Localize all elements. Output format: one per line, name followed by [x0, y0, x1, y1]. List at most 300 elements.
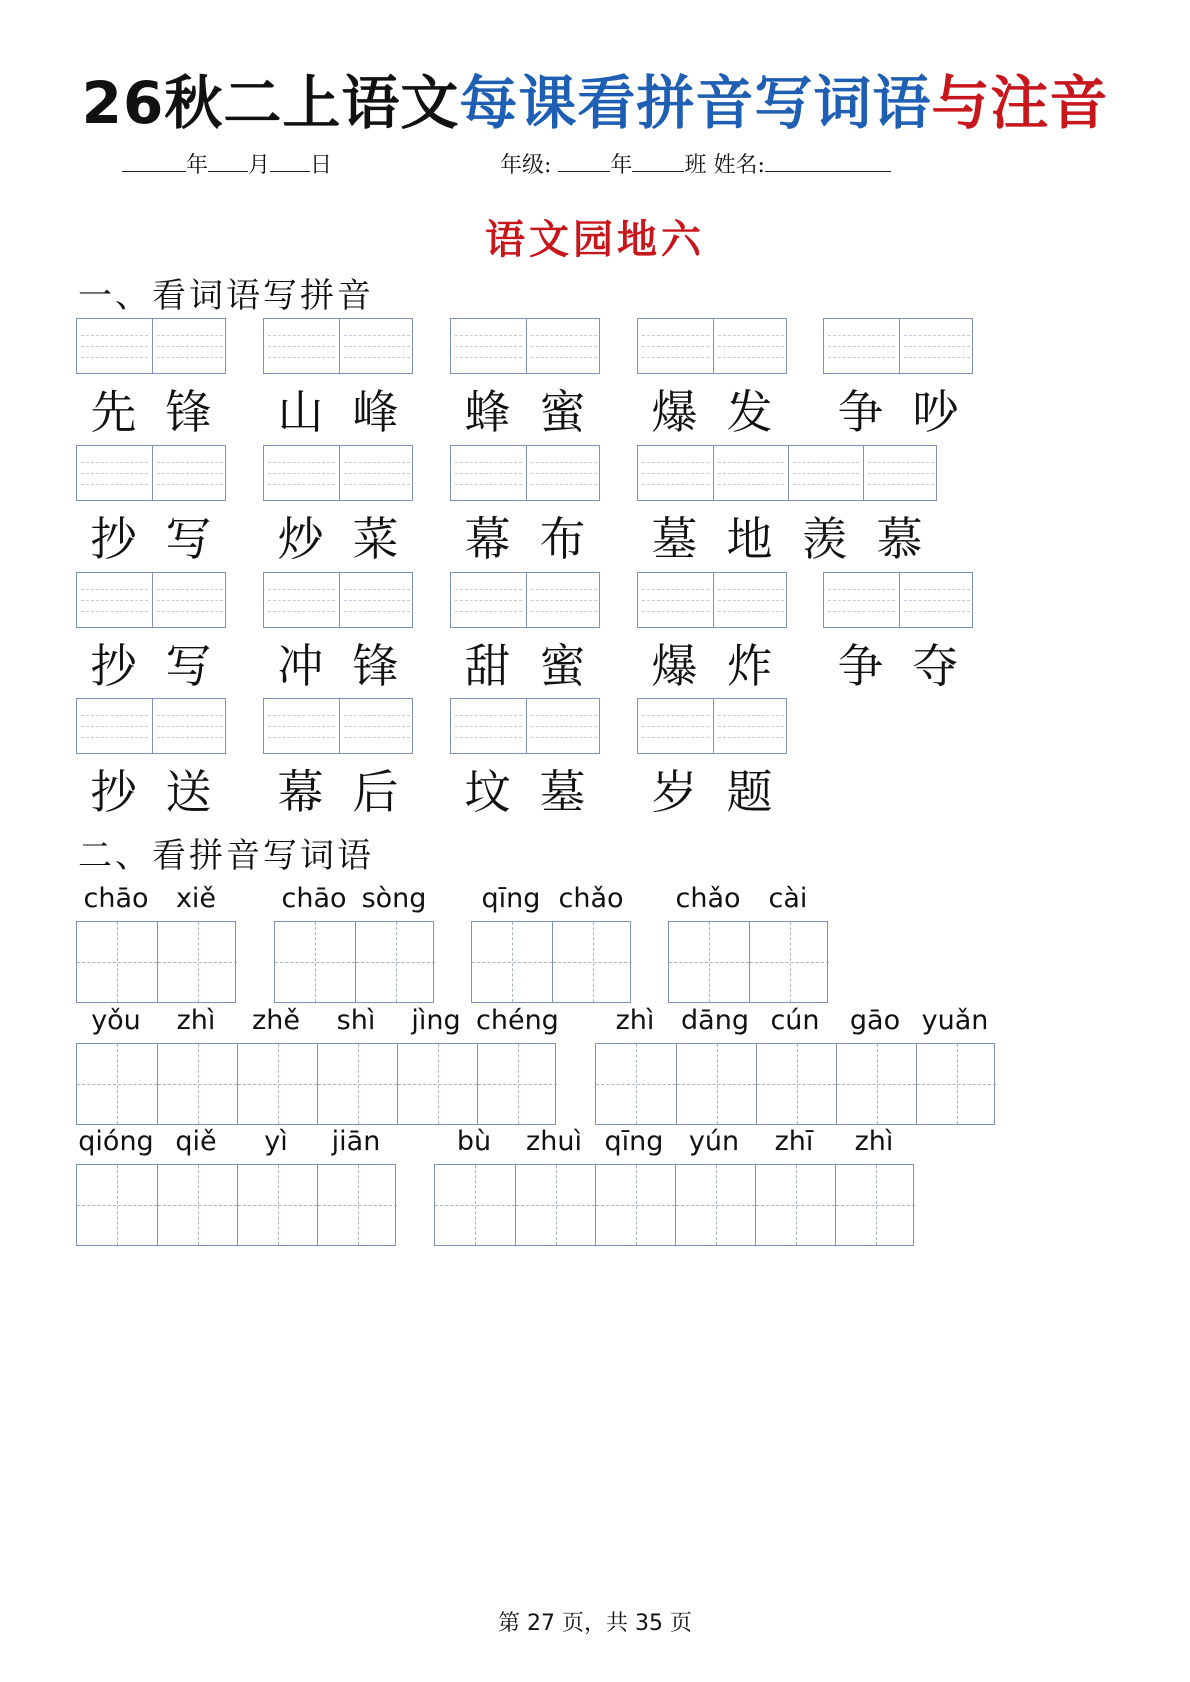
tianzige-grid[interactable]	[76, 1164, 396, 1246]
pinyin-cell[interactable]	[526, 319, 601, 373]
pinyin-answer-box[interactable]	[450, 698, 600, 754]
hanzi-character: 夺	[912, 639, 959, 693]
guide-line	[676, 1205, 755, 1206]
guide-line	[828, 335, 895, 336]
writing-cell[interactable]	[157, 1165, 237, 1245]
grade-label: 年级:	[500, 153, 552, 178]
hanzi-character: 墓	[539, 765, 586, 819]
pinyin-cell[interactable]	[824, 319, 899, 373]
guide-line	[344, 715, 410, 716]
guide-line	[455, 715, 522, 716]
hanzi-character: 写	[165, 512, 212, 566]
pinyin-syllable: cài	[768, 883, 808, 914]
guide-line	[157, 600, 223, 601]
tianzige-grid[interactable]	[274, 921, 434, 1003]
guide-line	[344, 611, 410, 612]
pinyin-cell[interactable]	[788, 446, 863, 500]
guide-line	[268, 335, 335, 336]
pinyin-syllable: dāng	[681, 1005, 749, 1036]
hanzi-character: 爆	[651, 639, 698, 693]
pinyin-cell[interactable]	[899, 573, 974, 627]
pinyin-syllable: zhì	[615, 1005, 655, 1036]
pinyin-cell[interactable]	[713, 446, 788, 500]
writing-cell[interactable]	[472, 922, 552, 1002]
title-part-2: 每课看拼音写词语	[459, 69, 932, 137]
guide-line	[344, 462, 410, 463]
guide-line	[455, 737, 522, 738]
pinyin-syllable: qīng	[481, 883, 541, 914]
guide-line	[596, 1084, 676, 1085]
pinyin-cell[interactable]	[264, 573, 339, 627]
pinyin-answer-box[interactable]	[823, 572, 973, 628]
guide-line	[238, 1084, 317, 1085]
writing-cell[interactable]	[836, 1044, 916, 1124]
hanzi-character: 蜜	[539, 385, 586, 439]
hanzi-character: 坟	[464, 765, 511, 819]
guide-line	[435, 1205, 515, 1206]
guide-line	[81, 357, 148, 358]
pinyin-syllable: chāo	[83, 883, 149, 914]
writing-cell[interactable]	[916, 1044, 996, 1124]
pinyin-cell[interactable]	[77, 573, 152, 627]
name-label: 姓名:	[713, 153, 765, 178]
name-blank[interactable]	[765, 151, 891, 172]
guide-line	[344, 726, 410, 727]
guide-line	[531, 357, 597, 358]
guide-line	[718, 357, 784, 358]
pinyin-syllable: yǒu	[91, 1005, 141, 1036]
pinyin-cell[interactable]	[264, 319, 339, 373]
guide-line	[718, 589, 784, 590]
hanzi-character: 幕	[464, 512, 511, 566]
section-2-title: 二、看拼音写词语	[78, 836, 374, 876]
guide-line	[718, 346, 784, 347]
writing-cell[interactable]	[157, 1044, 237, 1124]
guide-line	[455, 589, 522, 590]
guide-line	[718, 611, 784, 612]
guide-line	[157, 346, 223, 347]
hanzi-character: 布	[539, 512, 586, 566]
guide-line	[157, 462, 223, 463]
guide-line	[81, 346, 148, 347]
writing-cell[interactable]	[595, 1165, 675, 1245]
guide-line	[642, 715, 709, 716]
guide-line	[531, 726, 597, 727]
hanzi-character: 吵	[912, 385, 959, 439]
guide-line	[157, 589, 223, 590]
guide-line	[157, 737, 223, 738]
hanzi-character: 爆	[651, 385, 698, 439]
guide-line	[81, 589, 148, 590]
guide-line	[642, 611, 709, 612]
guide-line	[828, 600, 895, 601]
guide-line	[158, 962, 237, 963]
guide-line	[77, 1084, 157, 1085]
pinyin-cell[interactable]	[264, 446, 339, 500]
class-blank[interactable]	[632, 151, 684, 172]
pinyin-syllable: chāo	[281, 883, 347, 914]
hanzi-character: 羡	[801, 512, 848, 566]
pinyin-syllable: zhì	[854, 1126, 894, 1157]
pinyin-syllable: qióng	[78, 1126, 154, 1157]
pinyin-cell[interactable]	[152, 699, 227, 753]
hanzi-character: 发	[726, 385, 773, 439]
guide-line	[718, 462, 784, 463]
hanzi-character: 墓	[651, 512, 698, 566]
guide-line	[344, 484, 410, 485]
pinyin-syllable: xiě	[175, 883, 217, 914]
guide-line	[81, 462, 148, 463]
pinyin-answer-box[interactable]	[76, 318, 226, 374]
guide-line	[81, 335, 148, 336]
pinyin-answer-box[interactable]	[263, 572, 413, 628]
hanzi-character: 地	[726, 512, 773, 566]
guide-line	[642, 335, 709, 336]
guide-line	[677, 1084, 756, 1085]
pinyin-cell[interactable]	[638, 573, 713, 627]
guide-line	[455, 726, 522, 727]
pinyin-syllable: shì	[336, 1005, 376, 1036]
guide-line	[268, 715, 335, 716]
guide-line	[157, 357, 223, 358]
pinyin-cell[interactable]	[451, 319, 526, 373]
day-blank[interactable]	[270, 151, 310, 172]
pinyin-syllable: gāo	[849, 1005, 901, 1036]
guide-line	[77, 962, 157, 963]
guide-line	[904, 357, 970, 358]
guide-line	[268, 600, 335, 601]
pinyin-answer-box[interactable]	[263, 445, 413, 501]
writing-cell[interactable]	[515, 1165, 595, 1245]
guide-line	[868, 473, 934, 474]
writing-cell[interactable]	[317, 1044, 397, 1124]
guide-line	[238, 1205, 317, 1206]
guide-line	[157, 611, 223, 612]
guide-line	[718, 473, 784, 474]
guide-line	[836, 1205, 915, 1206]
guide-line	[398, 1084, 477, 1085]
hanzi-character: 山	[277, 385, 324, 439]
guide-line	[455, 611, 522, 612]
hanzi-character: 蜂	[464, 385, 511, 439]
guide-line	[344, 600, 410, 601]
guide-line	[157, 484, 223, 485]
guide-line	[318, 1205, 397, 1206]
tianzige-grid[interactable]	[471, 921, 631, 1003]
writing-cell[interactable]	[755, 1165, 835, 1245]
writing-cell[interactable]	[835, 1165, 915, 1245]
guide-line	[642, 484, 709, 485]
guide-line	[157, 715, 223, 716]
guide-line	[478, 1084, 557, 1085]
pinyin-answer-box[interactable]	[637, 572, 787, 628]
hanzi-character: 先	[90, 385, 137, 439]
guide-line	[757, 1084, 836, 1085]
pinyin-syllable: sòng	[361, 883, 427, 914]
guide-line	[158, 1205, 237, 1206]
guide-line	[157, 335, 223, 336]
guide-line	[344, 357, 410, 358]
writing-cell[interactable]	[477, 1044, 557, 1124]
writing-cell[interactable]	[397, 1044, 477, 1124]
guide-line	[268, 589, 335, 590]
pinyin-cell[interactable]	[526, 446, 601, 500]
pinyin-answer-box[interactable]	[637, 445, 937, 501]
pinyin-cell[interactable]	[638, 699, 713, 753]
pinyin-answer-box[interactable]	[823, 318, 973, 374]
tianzige-grid[interactable]	[434, 1164, 914, 1246]
guide-line	[828, 589, 895, 590]
guide-line	[718, 726, 784, 727]
hanzi-character: 抄	[90, 639, 137, 693]
hanzi-character: 写	[165, 639, 212, 693]
writing-cell[interactable]	[669, 922, 749, 1002]
pinyin-syllable: qiě	[175, 1126, 217, 1157]
hanzi-character: 锋	[165, 385, 212, 439]
writing-cell[interactable]	[756, 1044, 836, 1124]
pinyin-cell[interactable]	[638, 319, 713, 373]
hanzi-character: 炸	[726, 639, 773, 693]
guide-line	[455, 357, 522, 358]
guide-line	[531, 600, 597, 601]
pinyin-answer-box[interactable]	[76, 445, 226, 501]
pinyin-cell[interactable]	[264, 699, 339, 753]
guide-line	[268, 484, 335, 485]
hanzi-character: 题	[726, 765, 773, 819]
guide-line	[77, 1205, 157, 1206]
guide-line	[81, 737, 148, 738]
pinyin-cell[interactable]	[339, 573, 414, 627]
guide-line	[268, 611, 335, 612]
year-label: 年	[186, 153, 209, 178]
pinyin-syllable: bù	[456, 1126, 492, 1157]
pinyin-syllable: yuǎn	[921, 1005, 989, 1036]
title-part-1: 26秋二上语文	[81, 69, 460, 137]
hanzi-character: 争	[837, 639, 884, 693]
pinyin-cell[interactable]	[713, 699, 788, 753]
pinyin-answer-box[interactable]	[637, 698, 787, 754]
guide-line	[455, 335, 522, 336]
guide-line	[793, 484, 859, 485]
guide-line	[828, 357, 895, 358]
writing-cell[interactable]	[77, 1044, 157, 1124]
pinyin-cell[interactable]	[824, 573, 899, 627]
guide-line	[531, 484, 597, 485]
writing-cell[interactable]	[77, 1165, 157, 1245]
guide-line	[642, 726, 709, 727]
writing-cell[interactable]	[237, 1044, 317, 1124]
guide-line	[344, 589, 410, 590]
guide-line	[828, 611, 895, 612]
pinyin-cell[interactable]	[713, 573, 788, 627]
pinyin-cell[interactable]	[339, 446, 414, 500]
tianzige-grid[interactable]	[76, 921, 236, 1003]
pinyin-cell[interactable]	[863, 446, 938, 500]
hanzi-character: 慕	[876, 512, 923, 566]
page-title	[0, 56, 1190, 140]
writing-cell[interactable]	[237, 1165, 317, 1245]
student-fields	[500, 148, 891, 179]
writing-cell[interactable]	[435, 1165, 515, 1245]
guide-line	[268, 462, 335, 463]
tianzige-grid[interactable]	[76, 1043, 556, 1125]
guide-line	[553, 962, 632, 963]
pinyin-syllable: zhī	[774, 1126, 814, 1157]
writing-cell[interactable]	[355, 922, 435, 1002]
guide-line	[642, 589, 709, 590]
guide-line	[516, 1205, 595, 1206]
pinyin-cell[interactable]	[77, 446, 152, 500]
guide-line	[642, 346, 709, 347]
guide-line	[318, 1084, 397, 1085]
tianzige-grid[interactable]	[668, 921, 828, 1003]
class-label: 班	[684, 153, 707, 178]
pinyin-cell[interactable]	[451, 573, 526, 627]
hanzi-character: 冲	[277, 639, 324, 693]
writing-cell[interactable]	[157, 922, 237, 1002]
grade-blank[interactable]	[558, 151, 610, 172]
guide-line	[344, 335, 410, 336]
guide-line	[455, 346, 522, 347]
writing-cell[interactable]	[596, 1044, 676, 1124]
guide-line	[268, 473, 335, 474]
guide-line	[837, 1084, 916, 1085]
guide-line	[531, 462, 597, 463]
guide-line	[81, 726, 148, 727]
hanzi-character: 争	[837, 385, 884, 439]
guide-line	[750, 962, 829, 963]
tianzige-grid[interactable]	[595, 1043, 995, 1125]
hanzi-character: 抄	[90, 765, 137, 819]
pinyin-syllable: cún	[770, 1005, 820, 1036]
guide-line	[81, 484, 148, 485]
writing-cell[interactable]	[77, 922, 157, 1002]
pinyin-syllable: yì	[264, 1126, 288, 1157]
year-blank[interactable]	[122, 151, 186, 172]
pinyin-syllable: chǎo	[675, 883, 741, 914]
writing-cell[interactable]	[275, 922, 355, 1002]
guide-line	[81, 611, 148, 612]
guide-line	[344, 473, 410, 474]
pinyin-answer-box[interactable]	[76, 572, 226, 628]
pinyin-syllable: chéng	[476, 1005, 559, 1036]
guide-line	[531, 346, 597, 347]
hanzi-character: 蜜	[539, 639, 586, 693]
guide-line	[356, 962, 435, 963]
pinyin-syllable: zhuì	[526, 1126, 582, 1157]
guide-line	[718, 484, 784, 485]
pinyin-syllable: zhě	[252, 1005, 300, 1036]
pinyin-answer-box[interactable]	[637, 318, 787, 374]
pinyin-cell[interactable]	[451, 699, 526, 753]
hanzi-character: 甜	[464, 639, 511, 693]
pinyin-answer-box[interactable]	[450, 572, 600, 628]
pinyin-syllable: jiān	[331, 1126, 381, 1157]
hanzi-character: 后	[352, 765, 399, 819]
guide-line	[344, 346, 410, 347]
writing-cell[interactable]	[676, 1044, 756, 1124]
hanzi-character: 岁	[651, 765, 698, 819]
writing-cell[interactable]	[552, 922, 632, 1002]
writing-cell[interactable]	[317, 1165, 397, 1245]
guide-line	[917, 1084, 996, 1085]
guide-line	[828, 346, 895, 347]
pinyin-cell[interactable]	[899, 319, 974, 373]
guide-line	[472, 962, 552, 963]
guide-line	[642, 600, 709, 601]
guide-line	[268, 346, 335, 347]
page-number: 第 27 页，共 35 页	[498, 1611, 692, 1636]
guide-line	[455, 473, 522, 474]
guide-line	[669, 962, 749, 963]
hanzi-character: 送	[165, 765, 212, 819]
hanzi-character: 抄	[90, 512, 137, 566]
pinyin-cell[interactable]	[77, 699, 152, 753]
guide-line	[868, 462, 934, 463]
guide-line	[268, 726, 335, 727]
guide-line	[904, 600, 970, 601]
pinyin-cell[interactable]	[339, 319, 414, 373]
pinyin-cell[interactable]	[152, 319, 227, 373]
guide-line	[455, 462, 522, 463]
guide-line	[756, 1205, 835, 1206]
pinyin-syllable: qīng	[604, 1126, 664, 1157]
guide-line	[158, 1084, 237, 1085]
guide-line	[531, 715, 597, 716]
pinyin-answer-box[interactable]	[76, 698, 226, 754]
pinyin-cell[interactable]	[152, 573, 227, 627]
hanzi-character: 幕	[277, 765, 324, 819]
guide-line	[81, 715, 148, 716]
pinyin-cell[interactable]	[77, 319, 152, 373]
pinyin-syllable: chǎo	[558, 883, 624, 914]
guide-line	[868, 484, 934, 485]
pinyin-cell[interactable]	[526, 573, 601, 627]
guide-line	[531, 589, 597, 590]
guide-line	[904, 589, 970, 590]
pinyin-answer-box[interactable]	[450, 445, 600, 501]
guide-line	[642, 462, 709, 463]
writing-cell[interactable]	[675, 1165, 755, 1245]
pinyin-cell[interactable]	[638, 446, 713, 500]
hanzi-character: 炒	[277, 512, 324, 566]
guide-line	[81, 600, 148, 601]
pinyin-cell[interactable]	[152, 446, 227, 500]
guide-line	[793, 462, 859, 463]
guide-line	[275, 962, 355, 963]
guide-line	[455, 600, 522, 601]
pinyin-answer-box[interactable]	[450, 318, 600, 374]
hanzi-character: 菜	[352, 512, 399, 566]
pinyin-cell[interactable]	[713, 319, 788, 373]
day-label: 日	[310, 153, 333, 178]
pinyin-syllable: zhì	[176, 1005, 216, 1036]
guide-line	[531, 611, 597, 612]
month-blank[interactable]	[208, 151, 248, 172]
hanzi-character: 峰	[352, 385, 399, 439]
pinyin-syllable: jìng	[411, 1005, 461, 1036]
writing-cell[interactable]	[749, 922, 829, 1002]
guide-line	[718, 335, 784, 336]
guide-line	[531, 335, 597, 336]
pinyin-answer-box[interactable]	[263, 318, 413, 374]
pinyin-answer-box[interactable]	[263, 698, 413, 754]
guide-line	[642, 357, 709, 358]
pinyin-cell[interactable]	[451, 446, 526, 500]
guide-line	[157, 726, 223, 727]
pinyin-cell[interactable]	[526, 699, 601, 753]
pinyin-cell[interactable]	[339, 699, 414, 753]
